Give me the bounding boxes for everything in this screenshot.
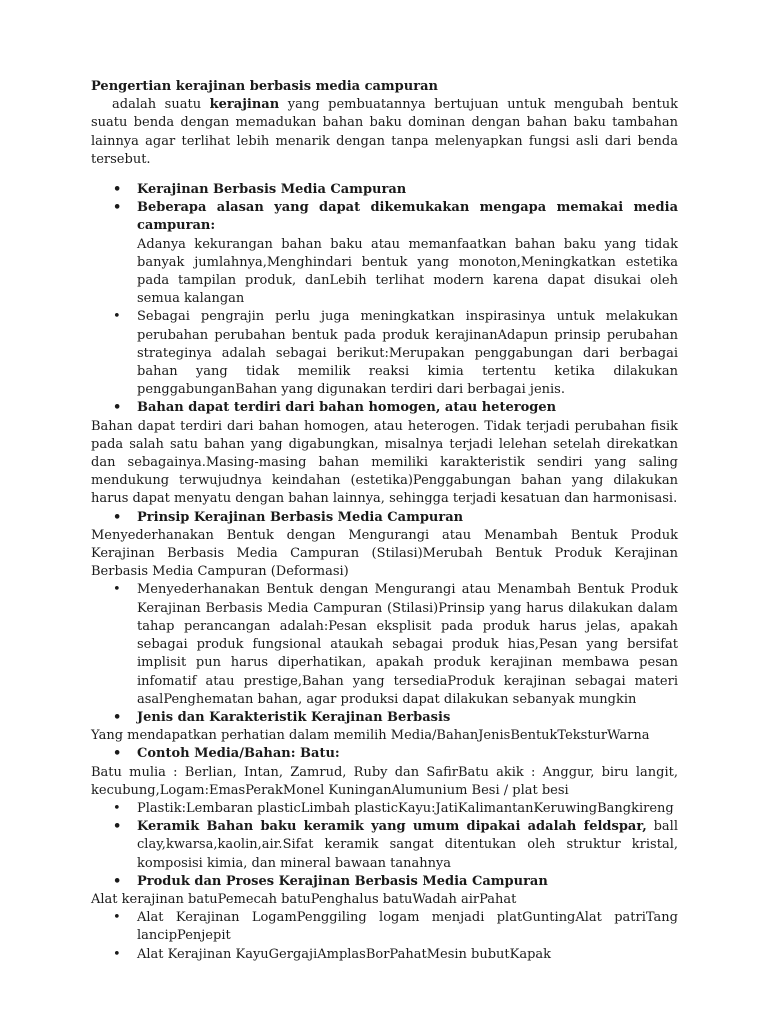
bullet-text: Alat Kerajinan LogamPenggiling logam menjadi platGuntingAlat patriTang lancipPenjepit	[137, 910, 678, 944]
bullet-text: Alat Kerajinan KayuGergajiAmplasBorPahatMesin bubutKapak	[137, 946, 552, 962]
bullet-text: Contoh Media/Bahan: Batu:	[137, 746, 340, 762]
intro-bold-term: kerajinan	[209, 97, 280, 113]
bullet-text: Menyederhanakan Bentuk dengan Mengurangi atau Menambah Bentuk Produk Kerajinan Berbasis Media Campuran (Stilasi)Prinsip yang harus dilakukan dalam tahap perancangan adalah:Pesan eksplisit pada produk harus jelas, apakah sebagai produk fungsional ataukah sebagai produk hias,Pesan yang bersifat implisit pun harus diperhatikan, apakah produk kerajinan membawa pesan infomatif atau prestige,Bahan yang tersediaProduk kerajinan sebagai materi asalPenghematan bahan, agar produksi dapat dilakukan sebanyak mungkin	[137, 582, 678, 707]
paragraph-media: Yang mendapatkan perhatian dalam memilih Media/BahanJenisBentukTeksturWarna	[91, 728, 650, 744]
bullet-icon: •	[113, 709, 122, 725]
bullet-item	[91, 181, 678, 199]
intro-post: yang pembuatannya bertujuan untuk mengubah bentuk suatu benda dengan memadukan bahan baku dominan dengan bahan baku tambahan lainnya agar terlihat lebih menarik dengan tanpa melenyapkan fungsi asli dari benda tersebut.	[91, 97, 678, 167]
bullet-text: Jenis dan Karakteristik Kerajinan Berbasis	[137, 709, 451, 725]
bullet-icon: •	[113, 910, 121, 926]
keramik-rest: ball clay,kwarsa,kaolin,air.Sifat keramik sangat ditentukan oleh struktur kristal, komposisi kimia, dan mineral bawaan tanahnya	[137, 819, 678, 871]
bullet-icon: •	[113, 309, 121, 325]
bullet-body: Adanya kekurangan bahan baku atau memanfaatkan bahan baku yang tidak banyak jumlahnya,Menghindari bentuk yang monoton,Meningkatkan estetika pada tampilan produk, danLebih terlihat modern karena dapat disukai oleh semua kalangan	[137, 236, 678, 307]
bullet-icon: •	[113, 946, 121, 962]
paragraph-prinsip: Menyederhanakan Bentuk dengan Mengurangi atau Menambah Bentuk Produk Kerajinan Berbasis Media Campuran (Stilasi)Merubah Bentuk Produk Kerajinan Berbasis Media Campuran (Deformasi)	[91, 527, 678, 580]
bullet-text: Prinsip Kerajinan Berbasis Media Campuran	[137, 509, 464, 525]
paragraph-alat: Alat kerajinan batuPemecah batuPenghalus batuWadah airPahat	[91, 891, 517, 907]
paragraph-bahan: Bahan dapat terdiri dari bahan homogen, atau heterogen. Tidak terjadi perubahan fisik pada salah satu bahan yang digabungkan, misalnya terjadi lelehan setelah direkatkan dan sebagainya.Masing-masing bahan memiliki karakteristik sendiri yang saling mendukung terwujudnya keindahan (estetika)Penggabungan bahan yang dilakukan harus dapat menyatu dengan bahan lainnya, sehingga terjadi kesatuan dan harmonisasi.	[91, 418, 678, 507]
bullet-text: Bahan dapat terdiri dari bahan homogen, atau heterogen	[137, 400, 557, 416]
bullet-item	[91, 308, 678, 399]
keramik-bold: Keramik Bahan baku keramik yang umum dipakai adalah feldspar,	[137, 819, 647, 835]
bullet-item	[91, 800, 678, 818]
bullet-item	[91, 399, 678, 417]
bullet-icon: •	[113, 200, 122, 216]
bullet-item	[91, 818, 678, 873]
bullet-icon: •	[113, 873, 122, 889]
bullet-icon: •	[113, 182, 122, 198]
bullet-text: Plastik:Lembaran plasticLimbah plasticKayu:JatiKalimantanKeruwingBangkireng	[137, 800, 674, 816]
bullet-item	[91, 581, 678, 708]
bullet-icon: •	[113, 819, 122, 835]
bullet-item	[91, 909, 678, 945]
bullet-text: Kerajinan Berbasis Media Campuran	[137, 182, 407, 198]
bullet-icon: •	[113, 509, 122, 525]
bullet-item	[91, 709, 678, 727]
bullet-text: Sebagai pengrajin perlu juga meningkatkan inspirasinya untuk melakukan perubahan perubahan bentuk pada produk kerajinanAdapun prinsip perubahan strateginya adalah sebagai berikut:Merupakan penggabungan dari berbagai bahan yang tidak memilik reaksi kimia tertentu ketika dilakukan penggabunganBahan yang digunakan terdiri dari berbagai jenis.	[137, 309, 678, 398]
document-title: Pengertian kerajinan berbasis media campuran	[91, 79, 438, 94]
bullet-item	[91, 199, 678, 235]
intro-pre: adalah suatu	[112, 97, 210, 113]
bullet-icon: •	[113, 746, 122, 762]
document-page	[91, 78, 678, 964]
bullet-item	[91, 873, 678, 891]
bullet-item	[91, 745, 678, 763]
bullet-text	[137, 818, 678, 873]
spacer	[91, 169, 678, 181]
bullet-text: Beberapa alasan yang dapat dikemukakan mengapa memakai media campuran:	[137, 200, 678, 234]
bullet-item	[91, 946, 678, 964]
paragraph-batu: Batu mulia : Berlian, Intan, Zamrud, Ruby dan SafirBatu akik : Anggur, biru langit, kecubung,Logam:EmasPerakMonel KuninganAlumunium Besi / plat besi	[91, 764, 678, 798]
intro-paragraph	[91, 96, 678, 169]
bullet-icon: •	[113, 800, 121, 816]
bullet-icon: •	[113, 400, 122, 416]
bullet-text: Produk dan Proses Kerajinan Berbasis Media Campuran	[137, 873, 548, 889]
bullet-icon: •	[113, 582, 121, 598]
bullet-item	[91, 509, 678, 527]
